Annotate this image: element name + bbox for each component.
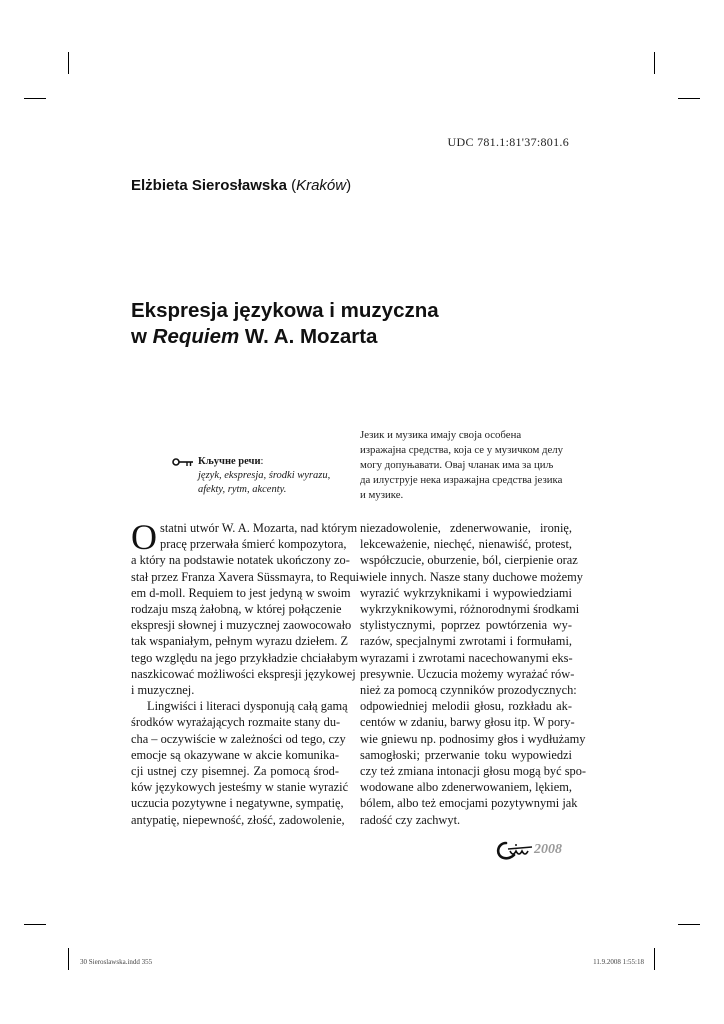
- body-line: cha – oczywiście w zależności od tego, czy: [131, 731, 346, 746]
- body-line: bólem, albo też emocjami pozytywnymi jak: [360, 796, 578, 811]
- body-line: centów w zdaniu, barwy głosu itp. W pory-: [360, 715, 575, 730]
- crop-mark: [24, 98, 46, 99]
- body-line: wyrazami i zwrotami nacechowanymi eks-: [360, 650, 573, 665]
- body-line: uczucia pozytywne i negatywne, sympatię,: [131, 796, 344, 811]
- body-line: niezadowolenie, zdenerwowanie, ironię,: [360, 521, 572, 535]
- body-line: współczucie, oburzenie, ból, cierpienie oraz: [360, 553, 578, 568]
- crop-mark: [68, 948, 69, 970]
- body-line: wie gniewu np. podnosimy głos i wydłużamy: [360, 731, 586, 746]
- abstract-line: и музике.: [360, 489, 404, 501]
- body-line: statni utwór W. A. Mozarta, nad którym: [160, 521, 358, 535]
- abstract-line: Језик и музика имају своја особена: [360, 429, 522, 441]
- body-line: pracę przerwała śmierć kompozytora,: [160, 537, 347, 552]
- body-line: nież za pomocą czynników prozodycznych:: [360, 683, 577, 698]
- keywords-line-1: język, ekspresja, środki wyrazu,: [198, 470, 331, 481]
- title-italic-word: Requiem: [152, 325, 240, 348]
- body-line: tak wspaniałym, pełnym wyrazu dziełem. Z: [131, 634, 349, 649]
- body-line: emocje są okazywane w akcie komunika-: [131, 747, 339, 762]
- body-line: naszkicować możliwości ekspresji językowej: [131, 666, 356, 681]
- body-line: radość czy zachwyt.: [360, 812, 461, 827]
- body-line: em d-moll. Requiem to jest jedyną w swoim: [131, 585, 351, 600]
- body-line: stylistycznymi, poprzez powtórzenia wy-: [360, 618, 572, 633]
- author-name: Elżbieta Sierosławska: [131, 177, 287, 194]
- logo-year: 2008: [534, 842, 562, 857]
- body-line: ków językowych jesteśmy w stanie wyrazić: [131, 780, 349, 795]
- crop-mark: [678, 98, 700, 99]
- crop-mark: [678, 924, 700, 925]
- abstract: [360, 428, 575, 503]
- udc-code: UDC 781.1:81'37:801.6: [447, 135, 569, 149]
- crop-mark: [654, 52, 655, 74]
- body-line: ekspresji słownej i muzycznej zaowocowało: [131, 618, 352, 633]
- key-icon: [172, 457, 194, 467]
- body-column-left: [131, 517, 364, 828]
- body-line: czy też zmiana intonacji głosu mogą być spo-: [360, 764, 587, 779]
- body-line: i muzycznej.: [131, 683, 195, 698]
- abstract-line: да илуструје нека изражајна средства језика: [360, 474, 563, 486]
- abstract-line: могу допуњавати. Овај чланак има за циљ: [360, 459, 554, 471]
- body-line: a który na podstawie notatek ukończony zo-: [131, 553, 350, 568]
- body-line: środków wyrażających rozmaite stany du-: [131, 715, 341, 730]
- body-line: rodzaju mszą żałobną, w której połączenie: [131, 602, 342, 617]
- keywords-line-2: afekty, rytm, akcenty.: [198, 484, 287, 495]
- crop-mark: [24, 924, 46, 925]
- body-line: Lingwiści i literaci dysponują całą gamą: [147, 699, 348, 714]
- title-rest: W. A. Mozarta: [239, 325, 378, 348]
- body-line: lekceważenie, niechęć, nienawiść, protest,: [360, 537, 572, 552]
- title-line-2: [131, 324, 591, 350]
- slug-datetime: 11.9.2008 1:55:18: [593, 958, 644, 966]
- body-line: cji ustnej czy pisemnej. Za pomocą środ-: [131, 764, 339, 779]
- journal-logo: [494, 840, 574, 862]
- body-line: presywnie. Uczucia możemy wyrażać rów-: [360, 666, 575, 681]
- crop-mark: [654, 948, 655, 970]
- slug-file: 30 Sieroslawska.indd 355: [80, 958, 153, 966]
- drop-cap: O: [131, 517, 157, 557]
- body-line: tego względu na jego przykładzie chciałabym: [131, 650, 358, 665]
- body-line: wykrzyknikowymi, różnorodnymi środkami: [360, 602, 580, 617]
- body-line: samogłoski; przerwanie toku wypowiedzi: [360, 747, 572, 762]
- body-line: razów, specjalnymi zwrotami i formułami,: [360, 634, 572, 649]
- abstract-line: изражајна средства, која се у музичком делу: [360, 444, 564, 456]
- body-line: odpowiedniej melodii głosu, rozkładu ak-: [360, 699, 572, 714]
- title-line-1: Ekspresja językowa i muzyczna: [131, 299, 439, 322]
- body-line: wyrazić wykrzyknikami i wypowiedziami: [360, 585, 572, 600]
- body-column-right: [360, 520, 587, 828]
- author-city: Kraków: [296, 177, 347, 194]
- body-line: stał przez Franza Xavera Süssmayra, to Requi-: [131, 569, 364, 584]
- body-line: wiele innych. Nasze stany duchowe możemy: [360, 569, 583, 584]
- title-prefix: w: [131, 325, 153, 348]
- body-line: wodowane albo zdenerwowaniem, lękiem,: [360, 780, 572, 795]
- journal-logo-icon: [494, 840, 534, 862]
- article-title: [131, 298, 591, 350]
- author-line: Elżbieta Sierosławska (Kraków): [131, 177, 352, 194]
- crop-mark: [68, 52, 69, 74]
- keywords-label: Кључне речи: [198, 456, 261, 467]
- keywords-block: Кључне речи: język, ekspresja, środki wyrazu, afekty, rytm, akcenty.: [172, 455, 352, 497]
- body-line: antypatię, niepewność, złość, zadowolenie,: [131, 812, 345, 827]
